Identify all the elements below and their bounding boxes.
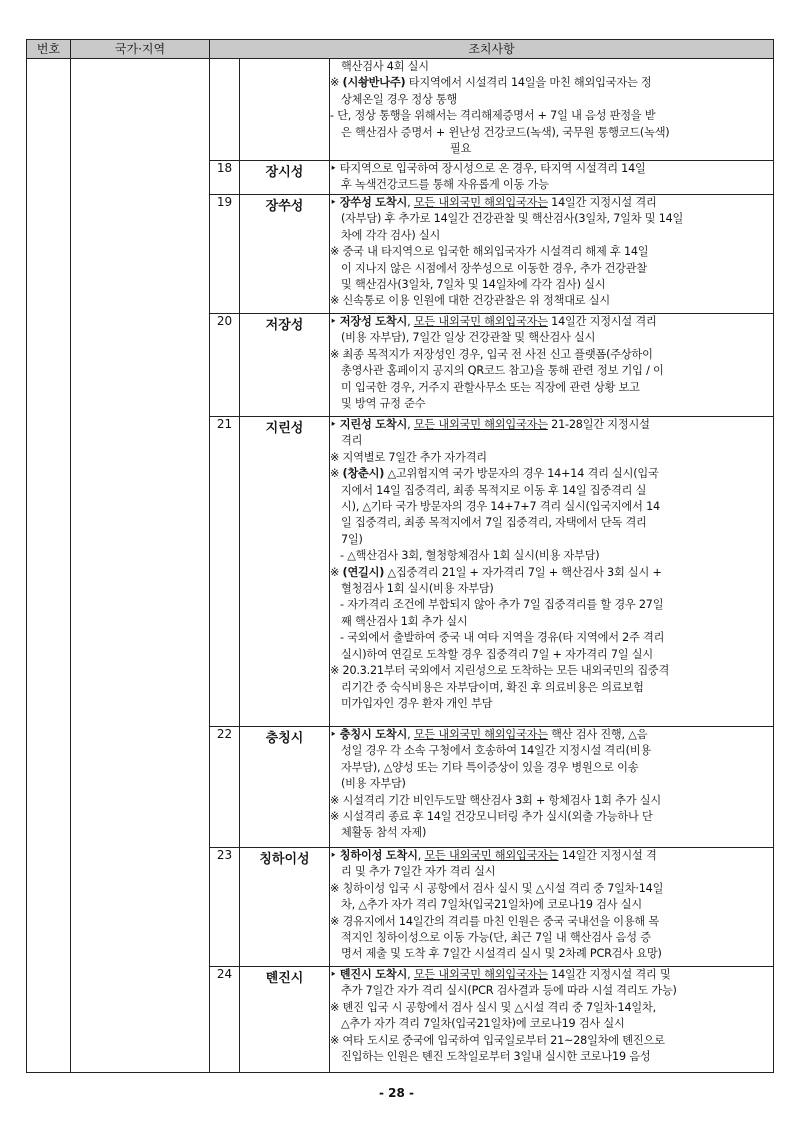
- row-number: 18: [210, 161, 240, 195]
- region-name: 장시성: [240, 161, 330, 195]
- text-line: - 국외에서 출발하여 중국 내 여타 지역을 경유(타 지역에서 2주 격리: [340, 631, 665, 645]
- text-line: 체활동 참석 자제): [341, 826, 427, 840]
- row-number: 23: [210, 848, 240, 967]
- region-name: 칭하이성: [240, 848, 330, 967]
- text-line: 지에서 14일 집중격리, 최종 목적지로 이동 후 14일 집중격리 실: [341, 483, 647, 497]
- text-line: 후 녹색건강코드를 통해 자유롭게 이동 가능: [341, 178, 549, 192]
- region-name: 저장성: [240, 314, 330, 417]
- text-line: 명서 제출 및 도착 후 7일간 시설격리 실시 및 2차례 PCR검사 요망): [341, 947, 662, 961]
- region-name: 충칭시: [240, 727, 330, 848]
- text-line: 및 방역 규정 준수: [341, 397, 426, 411]
- measure-text: [330, 195, 774, 314]
- text-line: - 단, 정상 통행을 위해서는 격리해제증명서 + 7일 내 음성 판정을 받: [330, 109, 656, 123]
- row-number: 19: [210, 195, 240, 314]
- text-line: ※ 시설격리 종료 후 14일 건강모니터링 추가 실시(외출 가능하나 단: [330, 810, 653, 824]
- text-line: 핵산검사 4회 실시: [341, 60, 429, 73]
- row-number: 20: [210, 314, 240, 417]
- sub-name-cell: [240, 59, 330, 161]
- text-line: 필요: [450, 142, 472, 156]
- text-line: 및 핵산검사(3일차, 7일차 및 14일차에 각각 검사) 실시: [341, 278, 606, 292]
- region-name: 톈진시: [240, 967, 330, 1073]
- text-line: (비용 자부담): [341, 777, 406, 791]
- text-line: ※ 시설격리 기간 비인두도말 핵산검사 3회 + 항체검사 1회 추가 실시: [330, 793, 661, 807]
- continuation-text: [330, 59, 774, 161]
- row-number: 21: [210, 417, 240, 727]
- text-line: 은 핵산검사 증명서 + 윈난성 건강코드(녹색), 국무원 통행코드(녹색): [341, 125, 670, 139]
- text-line: 혈청검사 1회 실시(비용 자부담): [341, 582, 494, 596]
- text-line: ‣ 저장성 도착시, 모든 내외국민 해외입국자는 14일간 지정시설 격리: [330, 315, 657, 328]
- text-line: 격리: [341, 434, 363, 448]
- text-line: 추가 7일간 자가 격리 실시(PCR 검사결과 등에 따라 시설 격리도 가능): [341, 984, 677, 998]
- region-name: 지린성: [240, 417, 330, 727]
- measure-text: [330, 417, 774, 727]
- text-line: 적지인 칭하이성으로 이동 가능(단, 최근 7일 내 핵산검사 음성 증: [341, 931, 651, 945]
- text-line: ※ 최종 목적지가 저장성인 경우, 입국 전 사전 신고 플랫폼(주상하이: [330, 347, 653, 361]
- row-number: 24: [210, 967, 240, 1073]
- text-line: ‣ 지린성 도착시, 모든 내외국민 해외입국자는 21-28일간 지정시설: [330, 418, 650, 431]
- text-line: 7일): [341, 532, 363, 546]
- header-no: 번호: [27, 40, 71, 59]
- text-line: 리기간 중 숙식비용은 자부담이며, 확진 후 의료비용은 의료보험: [341, 680, 644, 694]
- text-line: ※ 경유지에서 14일간의 격리를 마친 인원은 중국 국내선을 이용해 목: [330, 914, 660, 928]
- text-line: 차에 각각 검사) 실시: [341, 228, 441, 242]
- measure-text: [330, 314, 774, 417]
- text-line: ※ 20.3.21부터 국외에서 지린성으로 도착하는 모든 내외국민의 집중격: [330, 664, 670, 678]
- measure-text: [330, 727, 774, 848]
- sub-no-cell: [210, 59, 240, 161]
- header-measures: 조치사항: [210, 40, 774, 59]
- measure-text: [330, 161, 774, 195]
- table-header-row: [27, 40, 774, 59]
- text-line: 이 지나지 않은 시점에서 장쑤성으로 이동한 경우, 추가 건강관찰: [341, 261, 647, 275]
- text-line: 성일 경우 각 소속 구청에서 호송하여 14일간 지정시설 격리(비용: [341, 744, 652, 758]
- text-line: ※ 신속통로 이용 인원에 대한 건강관찰은 위 정책대로 실시: [330, 294, 610, 308]
- text-line: (자부담) 후 추가로 14일간 건강관찰 및 핵산검사(3일차, 7일차 및 14일: [341, 212, 684, 226]
- text-line: ※ 톈진 입국 시 공항에서 검사 실시 및 △시설 격리 중 7일차·14일차,: [330, 1000, 656, 1014]
- text-line: △추가 자가 격리 7일차(입국21일차)에 코로나19 검사 실시: [341, 1017, 625, 1031]
- text-line: 미 입국한 경우, 거주지 관할사무소 또는 직장에 관련 상황 보고: [341, 380, 640, 394]
- text-line: 총영사관 홈페이지 공지의 QR코드 참고)을 통해 관련 정보 기입 / 이: [341, 364, 664, 378]
- measures-table: [26, 39, 774, 1073]
- measure-text: [330, 967, 774, 1073]
- header-region: 국가·지역: [71, 40, 210, 59]
- text-line: 실시)하여 연길로 도착할 경우 집중격리 7일 + 자가격리 7일 실시: [341, 647, 653, 661]
- text-line: 진입하는 인원은 톈진 도착일로부터 3일내 실시한 코로나19 음성: [341, 1050, 651, 1064]
- text-line: - △핵산검사 3회, 혈청항체검사 1회 실시(비용 자부담): [340, 549, 600, 563]
- text-line: ※ (창춘시) △고위험지역 국가 방문자의 경우 14+14 격리 실시(입국: [330, 467, 659, 481]
- text-line: ※ 여타 도시로 중국에 입국하여 입국일로부터 21~28일차에 톈진으로: [330, 1033, 665, 1047]
- text-line: ※ (연길시) △집중격리 21일 + 자가격리 7일 + 핵산검사 3회 실시 +: [330, 565, 662, 579]
- page-number: - 28 -: [378, 1086, 414, 1100]
- region-name: 장쑤성: [240, 195, 330, 314]
- text-line: (비용 자부담), 7일간 일상 건강관찰 및 핵산검사 실시: [341, 331, 596, 345]
- text-line: 상체온일 경우 정상 통행: [341, 92, 458, 106]
- text-line: 미가입자인 경우 환자 개인 부담: [341, 696, 493, 710]
- outer-region-cell: [71, 59, 210, 1073]
- text-line: ‣ 칭하이성 도착시, 모든 내외국민 해외입국자는 14일간 지정시설 격: [330, 849, 657, 862]
- row-number: 22: [210, 727, 240, 848]
- text-line: ※ 지역별로 7일간 추가 자가격리: [330, 450, 487, 464]
- text-line: ‣ 타지역으로 입국하여 장시성으로 온 경우, 타지역 시설격리 14일: [330, 162, 646, 175]
- continuation-row: [27, 59, 774, 161]
- outer-no-cell: [27, 59, 71, 1073]
- text-line: ※ 중국 내 타지역으로 입국한 해외입국자가 시설격리 해제 후 14일: [330, 245, 649, 259]
- text-line: 리 및 추가 7일간 자가 격리 실시: [341, 865, 496, 879]
- text-line: 일 집중격리, 최종 목적지에서 7일 집중격리, 자택에서 단독 격리: [341, 516, 647, 530]
- measure-text: [330, 848, 774, 967]
- text-line: - 자가격리 조건에 부합되지 않아 추가 7일 집중격리를 할 경우 27일: [340, 598, 664, 612]
- text-line: ※ 칭하이성 입국 시 공항에서 검사 실시 및 △시설 격리 중 7일차·14일: [330, 881, 664, 895]
- text-line: 시), △기타 국가 방문자의 경우 14+7+7 격리 실시(입국지에서 14: [341, 500, 660, 514]
- text-line: 차, △추가 자가 격리 7일차(입국21일차)에 코로나19 검사 실시: [341, 898, 642, 912]
- text-line: ‣ 충칭시 도착시, 모든 내외국민 해외입국자는 핵산 검사 진행, △음: [330, 728, 648, 741]
- text-line: ‣ 장쑤성 도착시, 모든 내외국민 해외입국자는 14일간 지정시설 격리: [330, 196, 657, 209]
- text-line: 째 핵산검사 1회 추가 실시: [341, 614, 468, 628]
- text-line: ※ (시솽반나주) 타지역에서 시설격리 14일을 마친 해외입국자는 정: [330, 76, 652, 90]
- text-line: 자부담), △양성 또는 기타 특이증상이 있을 경우 병원으로 이송: [341, 760, 639, 774]
- text-line: ‣ 톈진시 도착시, 모든 내외국민 해외입국자는 14일간 지정시설 격리 및: [330, 968, 671, 981]
